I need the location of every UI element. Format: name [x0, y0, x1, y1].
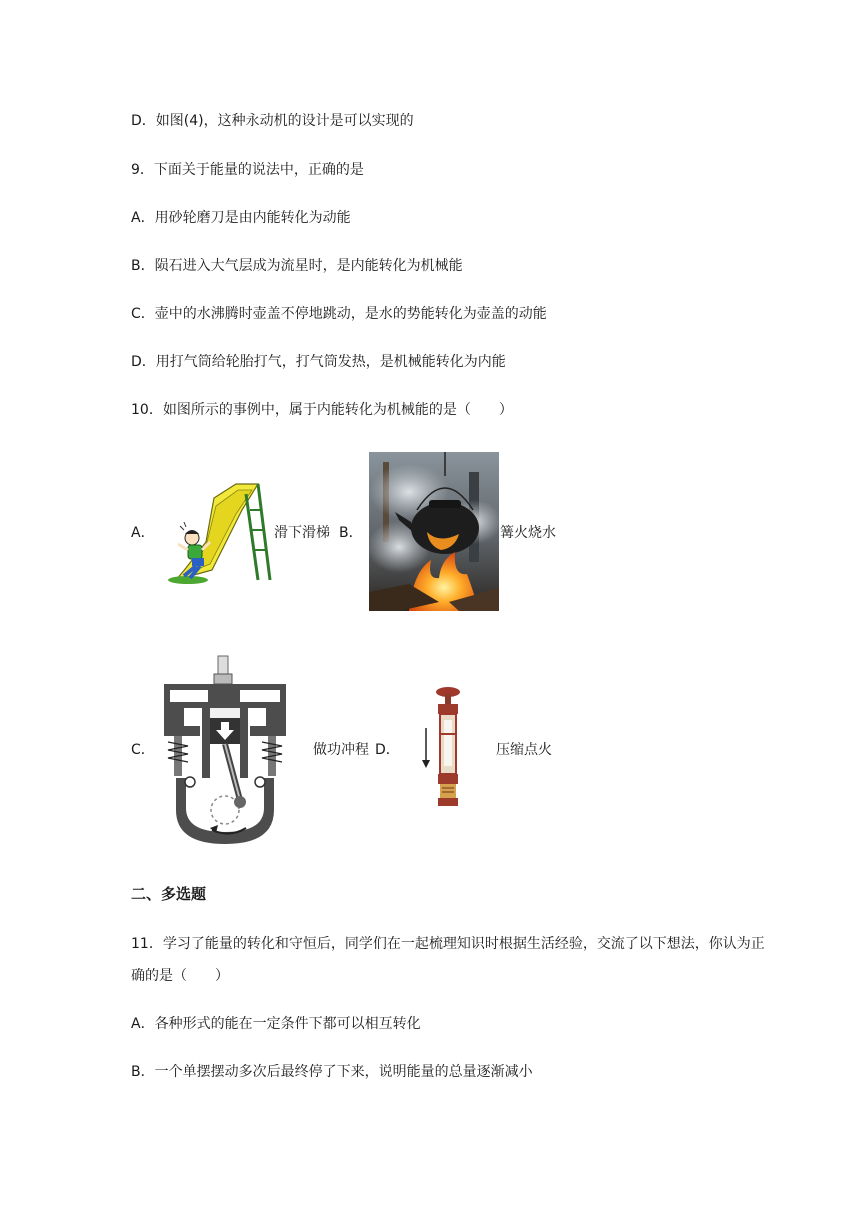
- q9-option-b: B．陨石进入大气层成为流星时，是内能转化为机械能: [131, 258, 463, 274]
- q10-option-d-letter: D．: [375, 742, 400, 758]
- q9-stem: 9．下面关于能量的说法中，正确的是: [131, 162, 364, 178]
- slide-figure: [166, 480, 276, 584]
- campfire-figure: [369, 452, 499, 611]
- q10-stem: 10．如图所示的事例中，属于内能转化为机械能的是（ ）: [131, 402, 513, 418]
- q10-option-a-letter: A．: [131, 525, 155, 541]
- engine-figure: [146, 652, 304, 846]
- q9-option-a: A．用砂轮磨刀是由内能转化为动能: [131, 210, 351, 226]
- engine-stroke-icon: [146, 652, 304, 846]
- q9-option-d: D．用打气筒给轮胎打气，打气筒发热，是机械能转化为内能: [131, 354, 506, 370]
- q9-option-c: C．壶中的水沸腾时壶盖不停地跳动，是水的势能转化为壶盖的动能: [131, 306, 547, 322]
- q11-option-b: B．一个单摆摆动多次后最终停了下来，说明能量的总量逐渐减小: [131, 1064, 533, 1080]
- q10-option-c-letter: C．: [131, 742, 155, 758]
- q10-option-b-caption: 篝火烧水: [500, 525, 556, 541]
- q8-option-d: D．如图(4)，这种永动机的设计是可以实现的: [131, 113, 414, 129]
- q10-option-c-caption: 做功冲程: [313, 742, 369, 758]
- q11-option-a: A．各种形式的能在一定条件下都可以相互转化: [131, 1016, 421, 1032]
- slide-icon: [166, 480, 276, 584]
- q11-stem-line1: 11．学习了能量的转化和守恒后，同学们在一起梳理知识时根据生活经验，交流了以下想法，你认为正: [131, 936, 765, 952]
- q10-option-d-caption: 压缩点火: [496, 742, 552, 758]
- campfire-kettle-icon: [369, 452, 499, 611]
- q11-stem-line2: 确的是（ ）: [131, 968, 229, 984]
- compression-figure: [416, 686, 466, 810]
- q10-option-a-caption: 滑下滑梯: [274, 525, 330, 541]
- q10-option-b-letter: B．: [339, 525, 363, 541]
- compression-tube-icon: [416, 686, 466, 810]
- section-heading-multiple-choice: 二、多选题: [131, 885, 207, 903]
